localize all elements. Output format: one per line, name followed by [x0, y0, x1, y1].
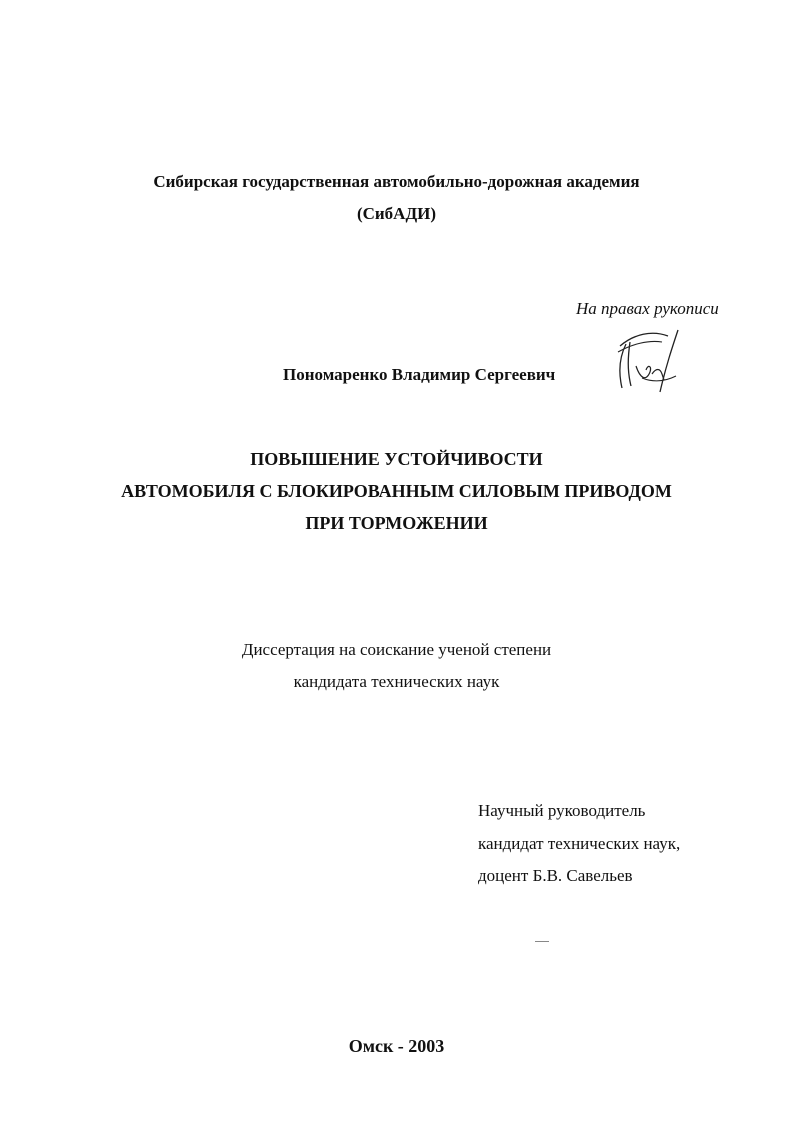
- degree-line-2: кандидата технических наук: [293, 672, 500, 691]
- rights-note: На правах рукописи: [576, 299, 719, 318]
- title-line-1: ПОВЫШЕНИЕ УСТОЙЧИВОСТИ: [250, 449, 543, 469]
- scan-artifact: [535, 941, 549, 942]
- title-line-3: ПРИ ТОРМОЖЕНИИ: [305, 513, 488, 533]
- author-name: Пономаренко Владимир Сергеевич: [283, 365, 556, 384]
- institution-name: Сибирская государственная автомобильно-дорожная академия: [153, 172, 640, 191]
- degree-line-1: Диссертация на соискание ученой степени: [241, 640, 552, 659]
- advisor-role: Научный руководитель: [478, 801, 646, 820]
- advisor-degree: кандидат технических наук,: [478, 834, 681, 853]
- title-line-2: АВТОМОБИЛЯ С БЛОКИРОВАННЫМ СИЛОВЫМ ПРИВОДОМ: [121, 481, 672, 501]
- advisor-name: доцент Б.В. Савельев: [478, 866, 633, 885]
- institution-abbreviation: (СибАДИ): [356, 204, 437, 223]
- handwritten-signature: [612, 326, 692, 396]
- city-year: Омск - 2003: [348, 1036, 445, 1056]
